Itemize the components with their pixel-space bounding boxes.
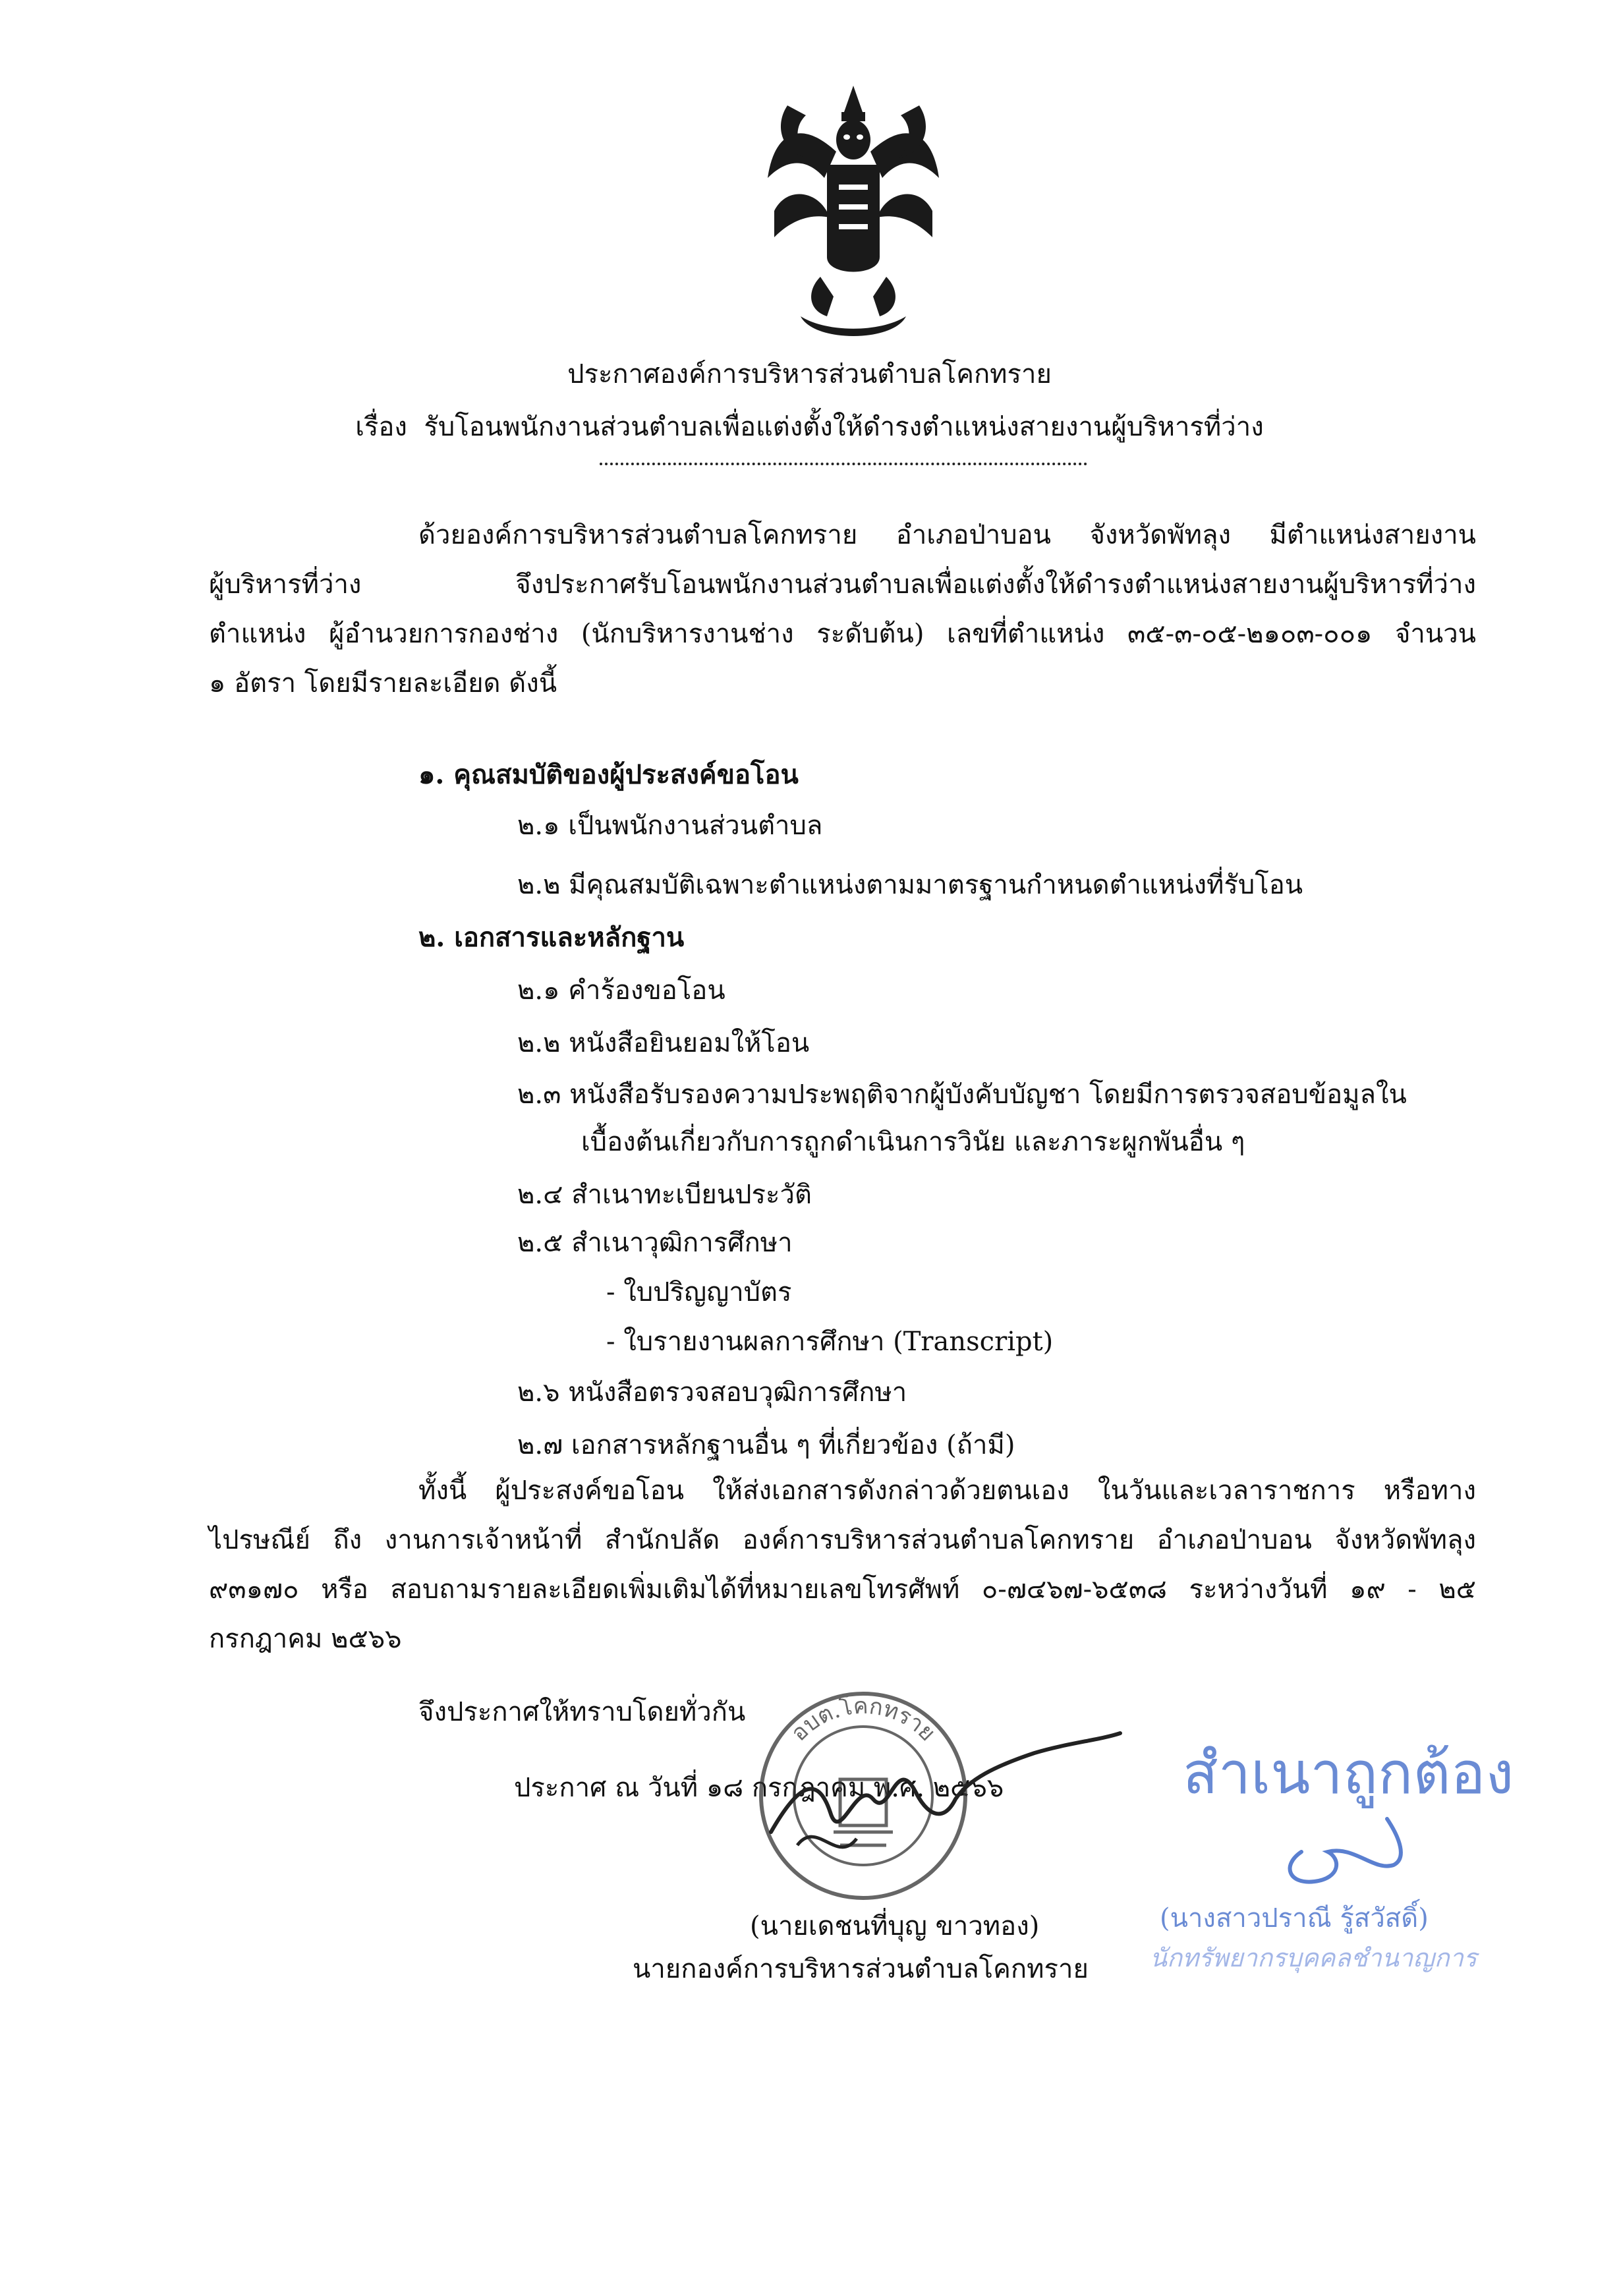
section-2-item-1: ๒.๑ คำร้องขอโอน bbox=[517, 975, 725, 1006]
section-1-item-2: ๒.๒ มีคุณสมบัติเฉพาะตำแหน่งตามมาตรฐานกำหนดตำแหน่งที่รับโอน bbox=[517, 870, 1303, 900]
closing-line-4: กรกฎาคม ๒๕๖๖ bbox=[209, 1624, 402, 1654]
closing-line-3: ๙๓๑๗๐ หรือ สอบถามรายละเอียดเพิ่มเติมได้ที่หมายเลขโทรศัพท์ ๐-๗๔๖๗-๖๕๓๘ ระหว่างวันที่ ๑๙ - ๒๕ bbox=[209, 1574, 1476, 1605]
section-2-item-5: ๒.๕ สำเนาวุฒิการศึกษา bbox=[517, 1228, 793, 1258]
signatory-name: (นายเดชนที่บุญ ขาวทอง) bbox=[750, 1911, 1040, 1941]
closing-line-2: ไปรษณีย์ ถึง งานการเจ้าหน้าที่ สำนักปลัด องค์การบริหารส่วนตำบลโคกทราย อำเภอป่าบอน จังหวัดพัทลุง bbox=[209, 1525, 1476, 1555]
svg-text:อบต.โคกทราย: อบต.โคกทราย bbox=[785, 1692, 941, 1747]
section-2-item-5-sub-2: - ใบรายงานผลการศึกษา (Transcript) bbox=[606, 1327, 1054, 1357]
announcement-subject bbox=[0, 405, 1619, 447]
subject-text: รับโอนพนักงานส่วนตำบลเพื่อแต่งตั้งให้ดำรงตำแหน่งสายงานผู้บริหารที่ว่าง bbox=[424, 412, 1264, 442]
garuda-emblem-icon bbox=[761, 79, 946, 343]
intro-line-2: ผู้บริหารที่ว่าง จึงประกาศรับโอนพนักงานส่วนตำบลเพื่อแต่งตั้งให้ดำรงตำแหน่งสายงานผู้บริหารที่ว่าง bbox=[209, 569, 1476, 600]
section-2-item-7: ๒.๗ เอกสารหลักฐานอื่น ๆ ที่เกี่ยวข้อง (ถ้ามี) bbox=[517, 1430, 1015, 1460]
subject-label: เรื่อง bbox=[355, 412, 407, 442]
section-1-heading: ๑. คุณสมบัติของผู้ประสงค์ขอโอน bbox=[418, 759, 799, 790]
certifier-title: นักทรัพยากรบุคคลชำนาญการ bbox=[1150, 1943, 1477, 1972]
section-2-item-6: ๒.๖ หนังสือตรวจสอบวุฒิการศึกษา bbox=[517, 1377, 907, 1408]
certifier-signature-mark bbox=[1275, 1806, 1420, 1891]
section-2-item-3-cont: เบื้องต้นเกี่ยวกับการถูกดำเนินการวินัย และภาระผูกพันอื่น ๆ bbox=[581, 1127, 1245, 1157]
section-2-item-5-sub-1: - ใบปริญญาบัตร bbox=[606, 1277, 792, 1307]
certified-copy-stamp: สำเนาถูกต้อง bbox=[1183, 1739, 1514, 1807]
section-2-heading: ๒. เอกสารและหลักฐาน bbox=[418, 922, 685, 953]
signature-mark bbox=[758, 1713, 1127, 1878]
section-2-item-3: ๒.๓ หนังสือรับรองความประพฤติจากผู้บังคับบัญชา โดยมีการตรวจสอบข้อมูลใน bbox=[517, 1079, 1407, 1110]
announce-line: จึงประกาศให้ทราบโดยทั่วกัน bbox=[418, 1697, 746, 1727]
section-2-item-2: ๒.๒ หนังสือยินยอมให้โอน bbox=[517, 1028, 810, 1058]
intro-line-4: ๑ อัตรา โดยมีรายละเอียด ดังนี้ bbox=[209, 668, 557, 699]
announce-date: ประกาศ ณ วันที่ ๑๘ กรกฎาคม พ.ศ. ๒๕๖๖ bbox=[514, 1773, 1004, 1803]
title-divider bbox=[600, 463, 1087, 465]
signatory-title: นายกองค์การบริหารส่วนตำบลโคกทราย bbox=[633, 1954, 1089, 1984]
closing-line-1: ทั้งนี้ ผู้ประสงค์ขอโอน ให้ส่งเอกสารดังกล่าวด้วยตนเอง ในวันและเวลาราชการ หรือทาง bbox=[418, 1476, 1476, 1506]
announcement-title: ประกาศองค์การบริหารส่วนตำบลโคกทราย bbox=[567, 359, 1052, 389]
section-1-item-1: ๒.๑ เป็นพนักงานส่วนตำบล bbox=[517, 811, 823, 841]
certifier-name: (นางสาวปราณี รู้สวัสดิ์) bbox=[1160, 1903, 1429, 1934]
section-2-item-4: ๒.๔ สำเนาทะเบียนประวัติ bbox=[517, 1180, 812, 1210]
intro-line-1: ด้วยองค์การบริหารส่วนตำบลโคกทราย อำเภอป่าบอน จังหวัดพัทลุง มีตำแหน่งสายงาน bbox=[418, 520, 1476, 550]
intro-line-3: ตำแหน่ง ผู้อำนวยการกองช่าง (นักบริหารงานช่าง ระดับต้น) เลขที่ตำแหน่ง ๓๕-๓-๐๕-๒๑๐๓-๐๐๑ จำนวน bbox=[209, 619, 1476, 649]
